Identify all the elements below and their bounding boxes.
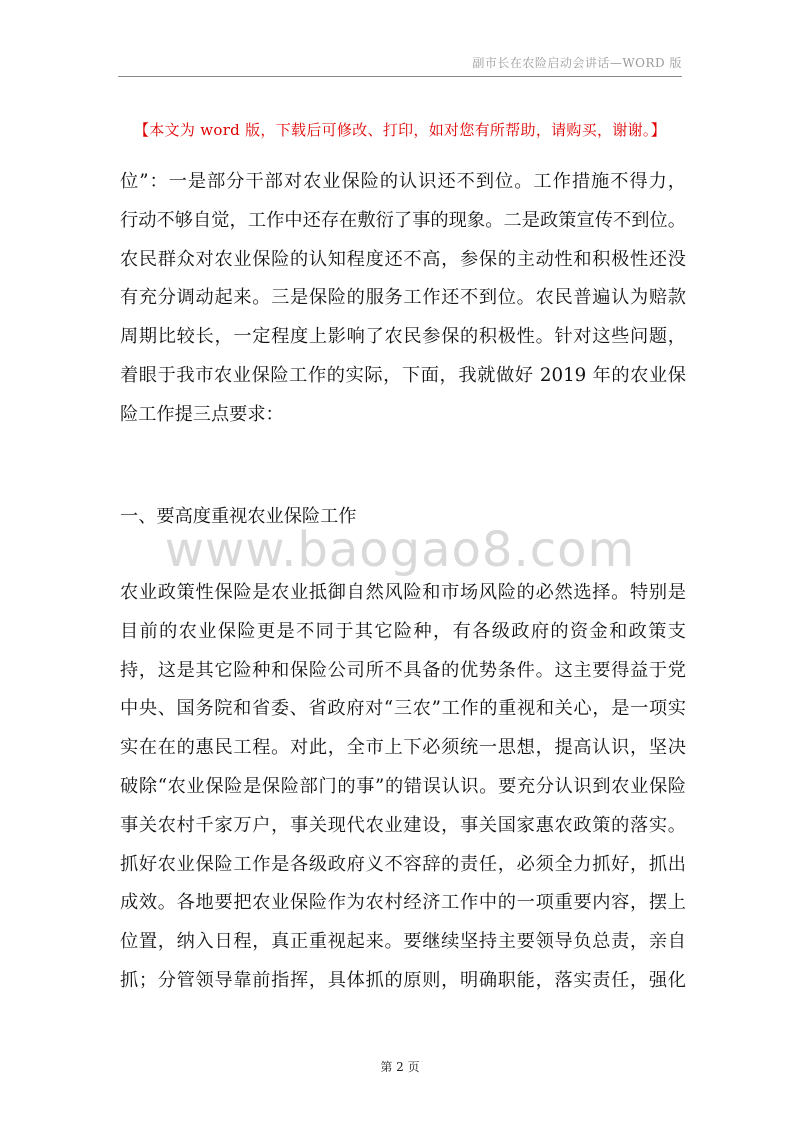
paragraph-line: 着眼于我市农业保险工作的实际，下面，我就做好 2019 年的农业保 — [120, 364, 686, 386]
paragraph-line: 周期比较长，一定程度上影响了农民参保的积极性。针对这些问题， — [120, 326, 686, 348]
paragraph-line: 有充分调动起来。三是保险的服务工作还不到位。农民普遍认为赔款 — [120, 287, 686, 309]
paragraph-line: 中央、国务院和省委、省政府对“三农”工作的重视和关心，是一项实 — [120, 698, 686, 720]
paragraph-line: 抓好农业保险工作是各级政府义不容辞的责任，必须全力抓好，抓出 — [120, 853, 686, 875]
page-number: 第 2 页 — [380, 1060, 420, 1074]
paragraph-line: 位”：一是部分干部对农业保险的认识还不到位。工作措施不得力， — [120, 171, 686, 192]
paragraph-line: 抓；分管领导靠前指挥，具体抓的原则，明确职能，落实责任，强化 — [120, 969, 686, 991]
paragraph-line: 农民群众对农业保险的认知程度还不高，参保的主动性和积极性还没 — [120, 248, 686, 270]
download-notice: 【本文为 word 版，下载后可修改、打印，如对您有所帮助，请购买，谢谢。】 — [133, 121, 667, 139]
paragraph-line: 险工作提三点要求： — [120, 403, 284, 425]
document-header-title: 副市长在农险启动会讲话—WORD 版 — [472, 56, 682, 70]
paragraph-2 — [120, 574, 686, 1001]
paragraph-line: 位置，纳入日程，真正重视起来。要继续坚持主要领导负总责，亲自 — [120, 931, 686, 953]
paragraph-line: 实在在的惠民工程。对此，全市上下必须统一思想，提高认识，坚决 — [120, 737, 686, 759]
paragraph-1 — [120, 163, 686, 435]
paragraph-line: 农业政策性保险是农业抵御自然风险和市场风险的必然选择。特别是 — [120, 582, 686, 603]
paragraph-line: 持，这是其它险种和保险公司所不具备的优势条件。这主要得益于党 — [120, 659, 686, 681]
paragraph-line: 行动不够自觉，工作中还存在敷衍了事的现象。二是政策宣传不到位。 — [120, 209, 686, 231]
paragraph-line: 破除“农业保险是保险部门的事”的错误认识。要充分认识到农业保险 — [120, 775, 686, 797]
paragraph-line: 目前的农业保险更是不同于其它险种，有各级政府的资金和政策支 — [120, 620, 686, 642]
paragraph-line: 成效。各地要把农业保险作为农村经济工作中的一项重要内容，摆上 — [120, 892, 686, 914]
watermark-text: www.baogao8.com — [164, 522, 636, 578]
section-heading: 一、要高度重视农业保险工作 — [120, 506, 357, 527]
paragraph-line: 事关农村千家万户，事关现代农业建设，事关国家惠农政策的落实。 — [120, 814, 686, 836]
header-divider — [118, 76, 682, 77]
